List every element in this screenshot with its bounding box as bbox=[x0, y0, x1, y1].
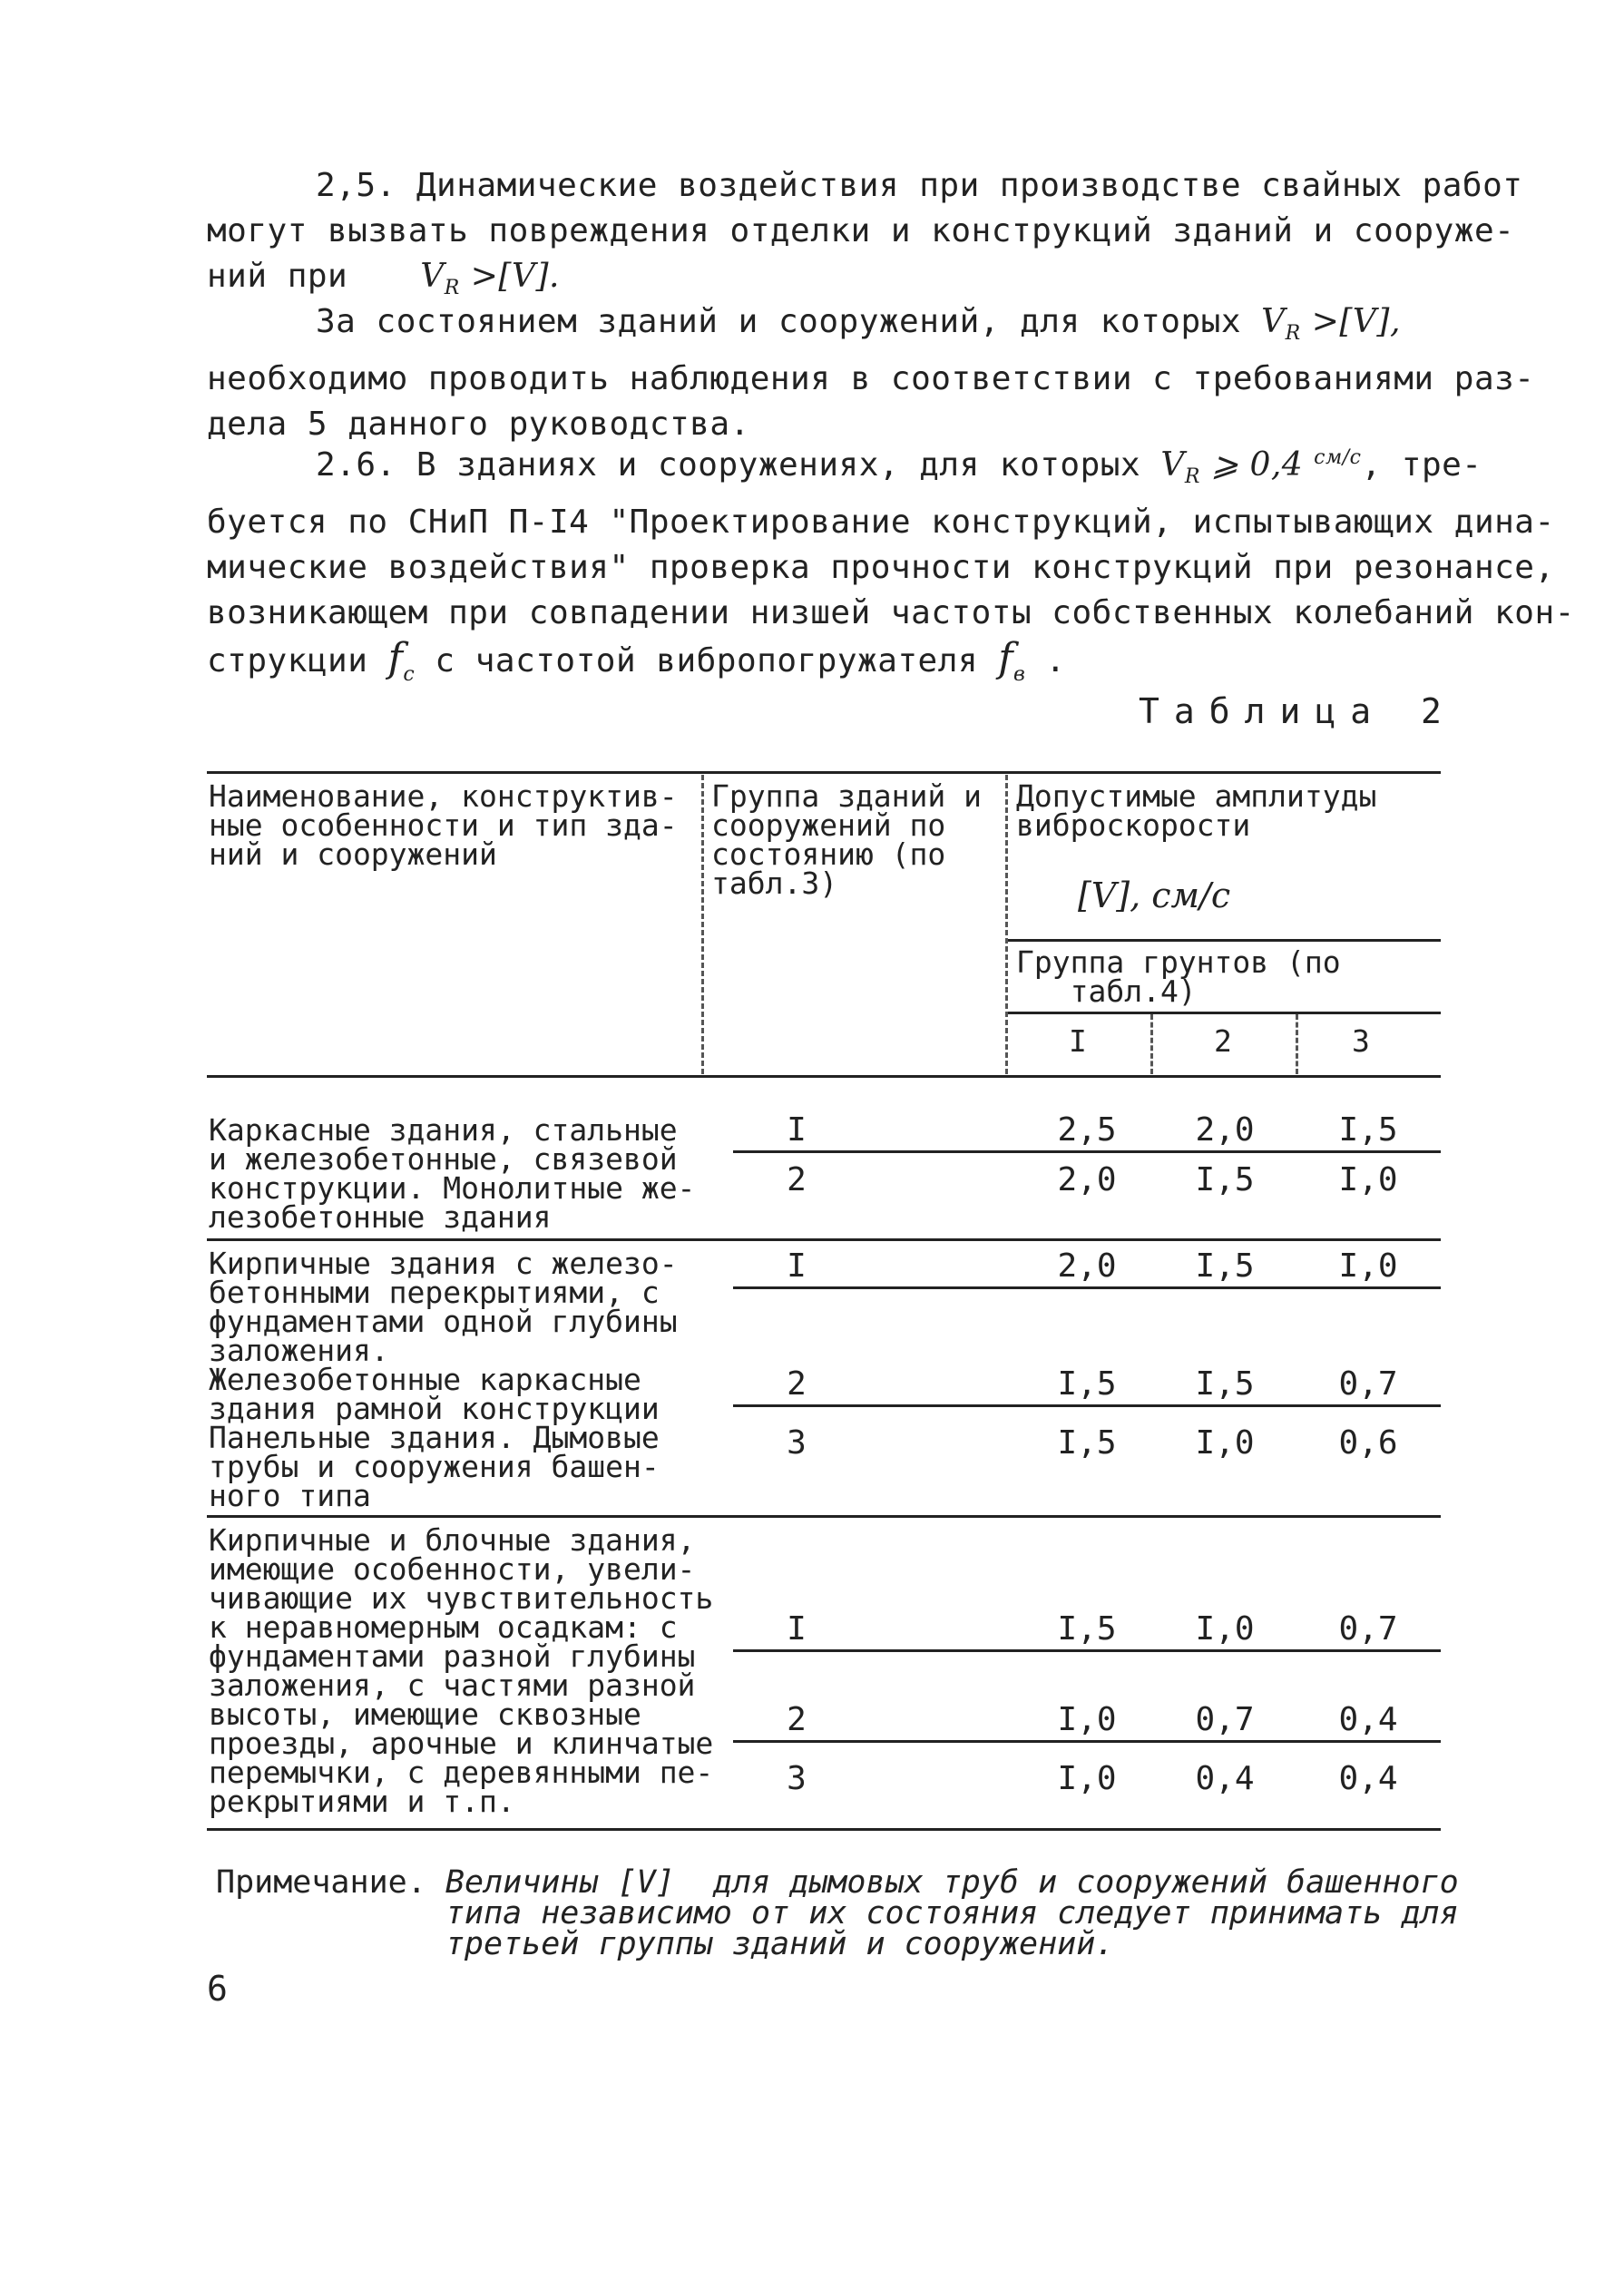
row-2-1-v3: I,0 bbox=[1338, 1247, 1398, 1285]
header-sub-line-1 bbox=[1005, 939, 1441, 942]
row-1-1-v1: 2,5 bbox=[1057, 1111, 1117, 1149]
row-2-2-line bbox=[733, 1404, 1441, 1407]
formula-fc: $f_c$ bbox=[387, 635, 416, 686]
header-vsep-4 bbox=[1296, 1014, 1298, 1074]
header-vsep-2 bbox=[1005, 775, 1008, 1074]
row-2-description: Кирпичные здания с железо- бетонными перекрытиями, с фундаментами одной глубины заложения. Железобетонные каркасные здания рамной конструкции Панельные здания. Дымовые трубы и сооружения башен- ного типа bbox=[209, 1246, 678, 1513]
table-bottom-line bbox=[207, 1828, 1441, 1831]
p25-line-3: ний при $V_R >[V]$. bbox=[207, 258, 560, 300]
row-3-2-v1: I,0 bbox=[1057, 1701, 1117, 1738]
header-col-group: Группа зданий и сооружений по состоянию (по табл.3) bbox=[711, 778, 983, 901]
row-1-1-line bbox=[733, 1150, 1441, 1153]
header-amplitude-formula: [V], см/с bbox=[1078, 875, 1231, 915]
header-soil-3: 3 bbox=[1352, 1023, 1370, 1059]
row-1-1-v2: 2,0 bbox=[1195, 1111, 1255, 1149]
p26-line-4: возникающем при совпадении низшей частоты собственных колебаний кон- bbox=[207, 594, 1575, 632]
header-soil-1: I bbox=[1069, 1023, 1087, 1059]
header-col-name: Наименование, конструктив- ные особенности и тип зда- ний и сооружений bbox=[209, 778, 678, 872]
header-col-amplitude: Допустимые амплитуды виброскорости bbox=[1016, 778, 1377, 843]
row-1-bottom-line bbox=[207, 1238, 1441, 1241]
row-3-1-v1: I,5 bbox=[1057, 1610, 1117, 1648]
p26-line-2: буется по СНиП П-I4 "Проектирование конструкций, испытывающих дина- bbox=[207, 504, 1555, 542]
table-note bbox=[216, 1864, 1459, 1962]
row-2-bottom-line bbox=[207, 1515, 1441, 1518]
row-2-2-v2: I,5 bbox=[1195, 1365, 1255, 1403]
row-2-2-v1: I,5 bbox=[1057, 1365, 1117, 1403]
row-3-2-group: 2 bbox=[787, 1701, 807, 1738]
row-3-2-v3: 0,4 bbox=[1338, 1701, 1398, 1738]
paragraph-2-5-b bbox=[207, 299, 1535, 447]
table-caption: Таблица 2 bbox=[1139, 691, 1456, 731]
note-body: Величины [V] для дымовых труб и сооружений башенного типа независимо от их состояния следует принимать для третьей группы зданий и сооружений. bbox=[445, 1864, 1459, 1962]
row-3-3-group: 3 bbox=[787, 1760, 807, 1797]
table-2 bbox=[207, 762, 1441, 1833]
row-2-3-v3: 0,6 bbox=[1338, 1424, 1398, 1462]
note-label: Примечание. bbox=[216, 1864, 426, 1901]
row-3-1-v3: 0,7 bbox=[1338, 1610, 1398, 1648]
row-2-3-v2: I,0 bbox=[1195, 1424, 1255, 1462]
row-3-1-v2: I,0 bbox=[1195, 1610, 1255, 1648]
header-sub-line-2 bbox=[1005, 1012, 1441, 1014]
row-3-2-v2: 0,7 bbox=[1195, 1701, 1255, 1738]
formula-vr: $V_R >[V]$. bbox=[420, 258, 560, 300]
header-vsep-1 bbox=[701, 775, 704, 1074]
table-top-line bbox=[207, 771, 1441, 774]
p25-line-2: могут вызвать повреждения отделки и конструкций зданий и сооруже- bbox=[207, 212, 1515, 249]
row-3-1-group: I bbox=[787, 1610, 807, 1648]
p25b-line-3: дела 5 данного руководства. bbox=[207, 406, 750, 444]
formula-fb: $f_в$ bbox=[998, 635, 1026, 686]
row-3-2-line bbox=[733, 1740, 1441, 1743]
p25b-line-2: необходимо проводить наблюдения в соответствии с требованиями раз- bbox=[207, 360, 1535, 398]
row-3-1-line bbox=[733, 1649, 1441, 1652]
row-2-1-group: I bbox=[787, 1247, 807, 1285]
header-soil-2: 2 bbox=[1214, 1023, 1232, 1059]
row-1-description: Каркасные здания, стальные и железобетонные, связевой конструкции. Монолитные же- лезобетонные здания bbox=[209, 1112, 696, 1235]
header-soil-group: Группа грунтов (по табл.4) bbox=[1016, 944, 1341, 1009]
row-2-2-group: 2 bbox=[787, 1365, 807, 1403]
p26-line-1: 2.6. В зданиях и сооружениях, для которых $V_R$ ⩾ 0,4 $^{см/с}$, тре- bbox=[316, 446, 1482, 489]
paragraph-2-5 bbox=[207, 163, 1523, 311]
row-2-2-v3: 0,7 bbox=[1338, 1365, 1398, 1403]
p25-line-1: 2,5. Динамические воздействия при производстве свайных работ bbox=[316, 167, 1523, 204]
formula-vr-2: $V_R >[V]$, bbox=[1261, 303, 1401, 346]
paragraph-2-6 bbox=[207, 435, 1575, 698]
header-bottom-line bbox=[207, 1075, 1441, 1078]
row-1-1-group: I bbox=[787, 1111, 807, 1149]
row-3-3-v3: 0,4 bbox=[1338, 1760, 1398, 1797]
row-1-2-v2: I,5 bbox=[1195, 1161, 1255, 1198]
row-2-1-v2: I,5 bbox=[1195, 1247, 1255, 1285]
row-1-1-v3: I,5 bbox=[1338, 1111, 1398, 1149]
header-vsep-3 bbox=[1150, 1014, 1153, 1074]
p25b-line-1: За состоянием зданий и сооружений, для которых $V_R >[V]$, bbox=[316, 303, 1401, 346]
p26-line-3: мические воздействия" проверка прочности конструкций при резонансе, bbox=[207, 549, 1555, 587]
formula-vr-3: $V_R$ ⩾ 0,4 $^{см/с}$ bbox=[1160, 446, 1362, 489]
row-2-3-v1: I,5 bbox=[1057, 1424, 1117, 1462]
page-number: 6 bbox=[207, 1969, 228, 2009]
row-2-3-group: 3 bbox=[787, 1424, 807, 1462]
row-3-3-v1: I,0 bbox=[1057, 1760, 1117, 1797]
row-3-3-v2: 0,4 bbox=[1195, 1760, 1255, 1797]
row-2-1-v1: 2,0 bbox=[1057, 1247, 1117, 1285]
row-1-2-group: 2 bbox=[787, 1161, 807, 1198]
p26-line-5: струкции $f_c$ с частотой вибропогружателя $f_в$ . bbox=[207, 635, 1066, 686]
row-1-2-v1: 2,0 bbox=[1057, 1161, 1117, 1198]
row-1-2-v3: I,0 bbox=[1338, 1161, 1398, 1198]
row-3-description: Кирпичные и блочные здания, имеющие особенности, увели- чивающие их чувствительность к неравномерным осадкам: с фундаментами разной глубины заложения, с частями разной высоты, имеющие сквозные проезды, арочные и клинчатые перемычки, с деревянными пе- рекрытиями и т.п. bbox=[209, 1522, 714, 1819]
row-2-1-line bbox=[733, 1286, 1441, 1289]
